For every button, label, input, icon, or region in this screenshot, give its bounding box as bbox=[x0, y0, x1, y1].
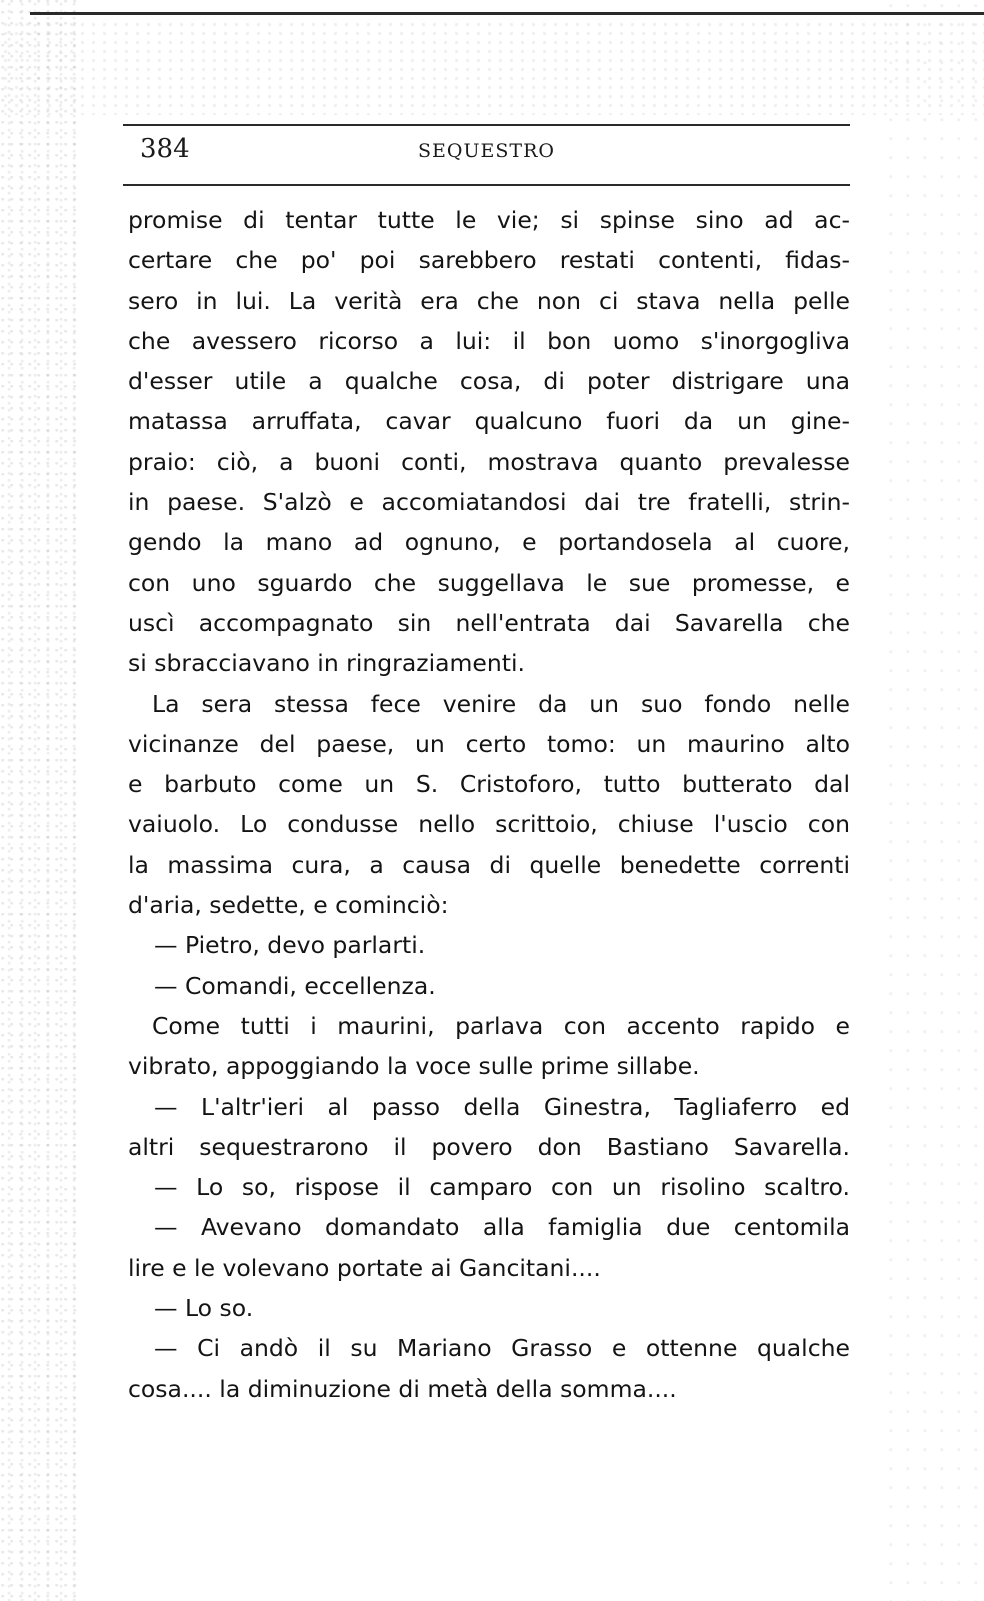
scan-edge-rule bbox=[30, 12, 984, 15]
text-line: vicinanze del paese, un certo tomo: un maurino alto bbox=[128, 729, 850, 758]
text-line: sero in lui. La verità era che non ci stava nella pelle bbox=[128, 286, 850, 315]
dialogue-line: — Ci andò il su Mariano Grasso e ottenne qualche bbox=[154, 1334, 850, 1363]
scan-noise-right bbox=[884, 0, 984, 1601]
text-line: cosa.... la diminuzione di metà della somma.... bbox=[128, 1374, 677, 1403]
text-line: con uno sguardo che suggellava le sue promesse, e bbox=[128, 568, 850, 597]
text-line: Come tutti i maurini, parlava con accento rapido e bbox=[152, 1011, 850, 1040]
scan-noise-top bbox=[0, 20, 984, 115]
text-line: d'aria, sedette, e cominciò: bbox=[128, 891, 449, 920]
dialogue-line: — Avevano domandato alla famiglia due centomila bbox=[154, 1213, 850, 1242]
text-line: praio: ciò, a buoni conti, mostrava quanto prevalesse bbox=[128, 447, 850, 476]
text-line: lire e le volevano portate ai Gancitani.... bbox=[128, 1253, 601, 1282]
text-line: gendo la mano ad ognuno, e portandosela al cuore, bbox=[128, 528, 850, 557]
dialogue-line: — Lo so, rispose il camparo con un risolino scaltro. bbox=[154, 1173, 850, 1202]
dialogue-line: — Pietro, devo parlarti. bbox=[154, 931, 426, 960]
text-line: in paese. S'alzò e accomiatandosi dai tre fratelli, strin- bbox=[128, 488, 850, 517]
text-line: uscì accompagnato sin nell'entrata dai Savarella che bbox=[128, 608, 850, 637]
text-line: matassa arruffata, cavar qualcuno fuori da un gine- bbox=[128, 407, 850, 436]
text-line: d'esser utile a qualche cosa, di poter distrigare una bbox=[128, 367, 850, 396]
dialogue-line: — Comandi, eccellenza. bbox=[154, 971, 436, 1000]
text-line: altri sequestrarono il povero don Bastiano Savarella. bbox=[128, 1132, 850, 1161]
body-text bbox=[128, 200, 850, 1409]
page-number: 384 bbox=[140, 134, 190, 164]
text-line: che avessero ricorso a lui: il bon uomo s'inorgogliva bbox=[128, 326, 850, 355]
text-line: si sbracciavano in ringraziamenti. bbox=[128, 649, 525, 678]
text-line: certare che po' poi sarebbero restati contenti, fidas- bbox=[128, 246, 850, 275]
text-line: vibrato, appoggiando la voce sulle prime sillabe. bbox=[128, 1052, 700, 1081]
page-header bbox=[123, 124, 850, 186]
text-line: promise di tentar tutte le vie; si spinse sino ad ac- bbox=[128, 206, 850, 234]
text-line: la massima cura, a causa di quelle benedette correnti bbox=[128, 850, 850, 879]
text-line: e barbuto come un S. Cristoforo, tutto butterato dal bbox=[128, 770, 850, 799]
scan-noise-left bbox=[0, 0, 80, 1601]
running-title: SEQUESTRO bbox=[418, 140, 555, 162]
dialogue-line: — L'altr'ieri al passo della Ginestra, Tagliaferro ed bbox=[154, 1092, 850, 1121]
dialogue-line: — Lo so. bbox=[154, 1294, 254, 1323]
text-line: vaiuolo. Lo condusse nello scrittoio, chiuse l'uscio con bbox=[128, 810, 850, 839]
text-line: La sera stessa fece venire da un suo fondo nelle bbox=[152, 689, 850, 718]
